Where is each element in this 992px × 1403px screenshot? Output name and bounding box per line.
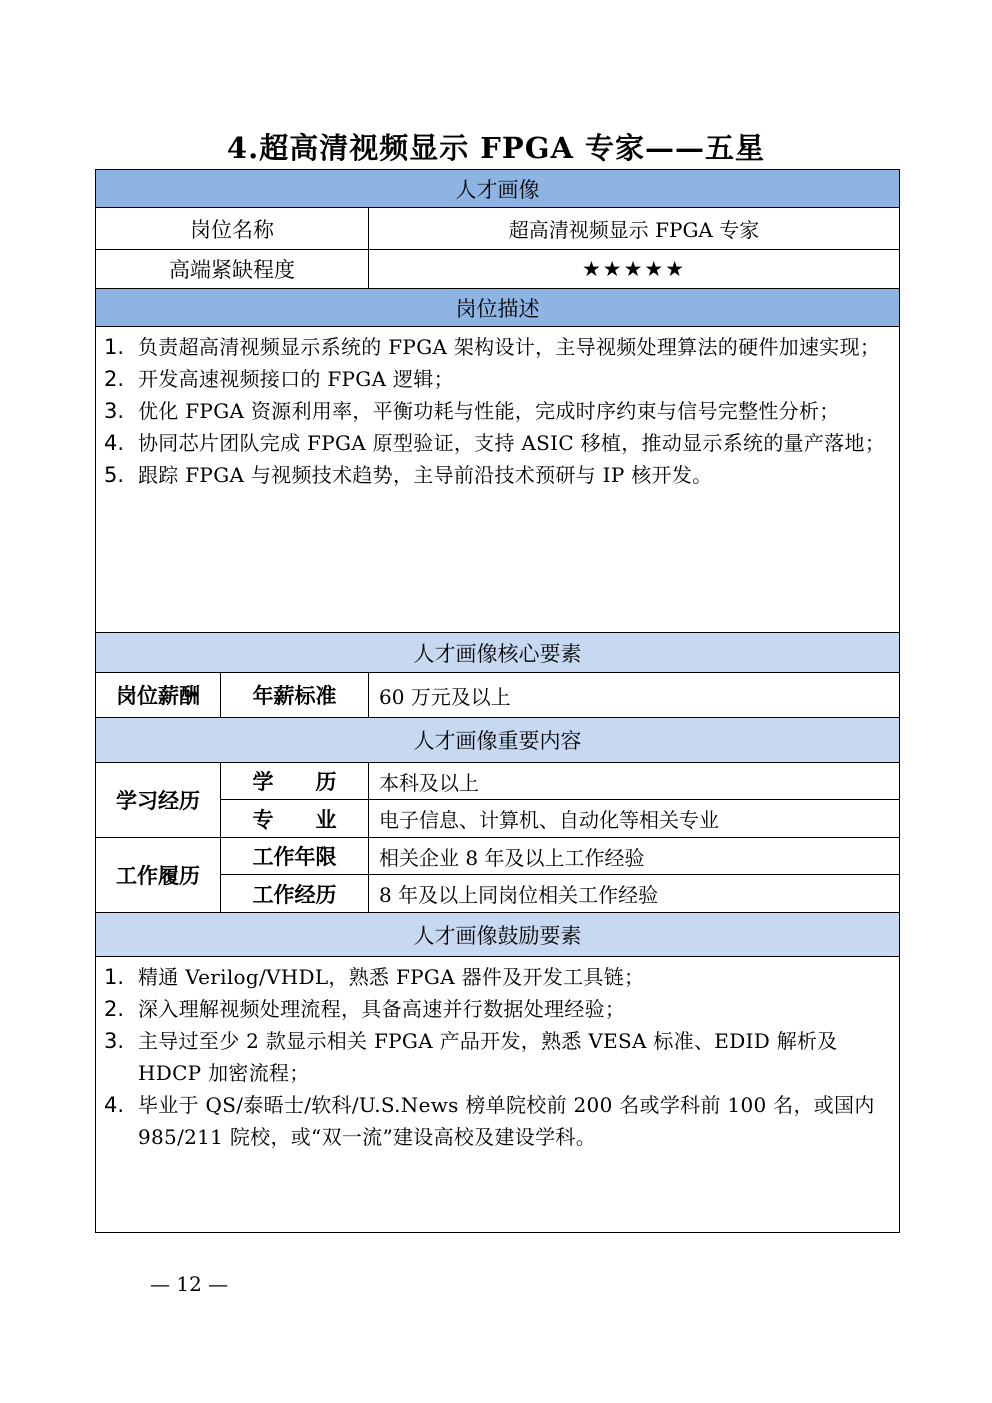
salary-sub-label: 年薪标准 bbox=[221, 673, 369, 718]
work-label: 工作履历 bbox=[96, 838, 221, 913]
description-item bbox=[104, 331, 891, 363]
section-header-core: 人才画像核心要素 bbox=[96, 633, 900, 673]
bonus-item-text: 深入理解视频处理流程，具备高速并行数据处理经验； bbox=[138, 997, 626, 1021]
degree-value: 本科及以上 bbox=[369, 763, 900, 800]
work-years-value: 相关企业 8 年及以上工作经验 bbox=[369, 838, 900, 875]
section-header-bonus: 人才画像鼓励要素 bbox=[96, 913, 900, 957]
bonus-item-text: 毕业于 QS/泰晤士/软科/U.S.News 榜单院校前 200 名或学科前 100 名，或国内 985/211 院校，或“双一流”建设高校及建设学科。 bbox=[138, 1093, 875, 1149]
bonus-list bbox=[96, 957, 899, 1153]
bonus-item-text: 主导过至少 2 款显示相关 FPGA 产品开发，熟悉 VESA 标准、EDID 解析及 HDCP 加密流程； bbox=[138, 1029, 838, 1085]
study-label: 学习经历 bbox=[96, 763, 221, 838]
description-item-text: 优化 FPGA 资源利用率，平衡功耗与性能，完成时序约束与信号完整性分析； bbox=[138, 399, 840, 423]
page-number: — 12 — bbox=[150, 1272, 229, 1296]
major-label: 专 业 bbox=[221, 800, 369, 838]
work-exp-label: 工作经历 bbox=[221, 875, 369, 913]
bonus-item-text: 精通 Verilog/VHDL，熟悉 FPGA 器件及开发工具链； bbox=[138, 965, 645, 989]
salary-label: 岗位薪酬 bbox=[96, 673, 221, 718]
bonus-item bbox=[104, 1025, 891, 1089]
position-name-value: 超高清视频显示 FPGA 专家 bbox=[369, 208, 900, 250]
description-list bbox=[96, 327, 899, 491]
major-value: 电子信息、计算机、自动化等相关专业 bbox=[369, 800, 900, 838]
work-exp-value: 8 年及以上同岗位相关工作经验 bbox=[369, 875, 900, 913]
section-header-description: 岗位描述 bbox=[96, 289, 900, 327]
description-item-text: 跟踪 FPGA 与视频技术趋势，主导前沿技术预研与 IP 核开发。 bbox=[138, 463, 713, 487]
bonus-item-number: 3. bbox=[104, 1029, 125, 1053]
section-header-important: 人才画像重要内容 bbox=[96, 718, 900, 763]
scarcity-label: 高端紧缺程度 bbox=[96, 250, 369, 289]
work-years-label: 工作年限 bbox=[221, 838, 369, 875]
bonus-item bbox=[104, 993, 891, 1025]
description-item-number: 5. bbox=[104, 463, 125, 487]
description-item-text: 协同芯片团队完成 FPGA 原型验证，支持 ASIC 移植，推动显示系统的量产落地； bbox=[138, 431, 886, 455]
position-name-label: 岗位名称 bbox=[96, 208, 369, 250]
scarcity-stars: ★★★★★ bbox=[369, 250, 900, 289]
talent-profile-table bbox=[95, 169, 900, 1233]
salary-value: 60 万元及以上 bbox=[369, 673, 900, 718]
description-item-text: 开发高速视频接口的 FPGA 逻辑； bbox=[138, 367, 454, 391]
description-item bbox=[104, 459, 891, 491]
bonus-list-cell bbox=[96, 957, 900, 1233]
bonus-item-number: 2. bbox=[104, 997, 125, 1021]
description-item-number: 1. bbox=[104, 335, 125, 359]
bonus-item-number: 4. bbox=[104, 1093, 125, 1117]
section-header-portrait: 人才画像 bbox=[96, 170, 900, 208]
degree-label: 学 历 bbox=[221, 763, 369, 800]
description-item bbox=[104, 395, 891, 427]
description-item-number: 3. bbox=[104, 399, 125, 423]
description-item-number: 2. bbox=[104, 367, 125, 391]
description-item bbox=[104, 427, 891, 459]
bonus-item-number: 1. bbox=[104, 965, 125, 989]
description-item bbox=[104, 363, 891, 395]
description-item-number: 4. bbox=[104, 431, 125, 455]
bonus-item bbox=[104, 1089, 891, 1153]
bonus-item bbox=[104, 961, 891, 993]
document-title: 4.超高清视频显示 FPGA 专家——五星 bbox=[226, 131, 766, 165]
description-list-cell bbox=[96, 327, 900, 633]
description-item-text: 负责超高清视频显示系统的 FPGA 架构设计，主导视频处理算法的硬件加速实现； bbox=[138, 335, 881, 359]
